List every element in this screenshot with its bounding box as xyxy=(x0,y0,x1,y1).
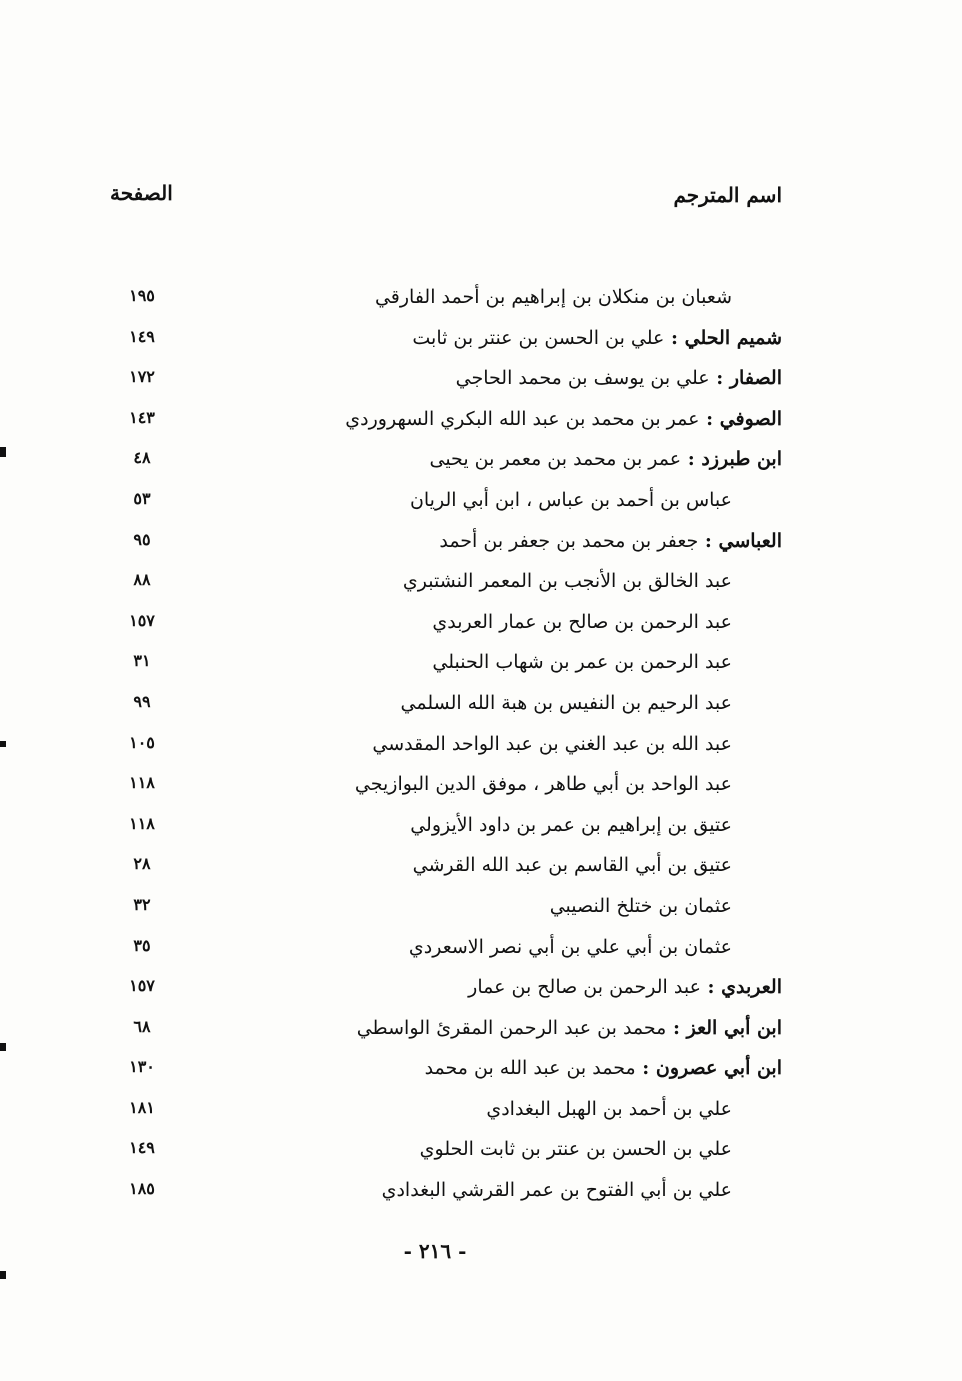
entry-full-name: علي بن الحسن بن عنتر بن ثابت الحلوي xyxy=(419,1138,732,1161)
entry-page-number: ٤٨ xyxy=(133,448,151,468)
index-entry-row xyxy=(0,1011,962,1052)
index-entry-row xyxy=(0,280,962,321)
index-entry-row xyxy=(0,848,962,889)
index-entry-row xyxy=(0,442,962,483)
entry-full-name: عبد الخالق بن الأنجب بن المعمر النشتبري xyxy=(402,570,732,593)
entry-full-name: عبد الرحمن بن عمر بن شهاب الحنبلي xyxy=(432,651,732,674)
entry-name xyxy=(550,895,732,917)
entry-name xyxy=(409,936,732,958)
entry-lead-name: الصفار : xyxy=(709,367,782,390)
index-entry-row xyxy=(0,524,962,565)
entry-full-name: علي بن أبي الفتوح بن عمر القرشي البغدادي xyxy=(381,1179,732,1202)
index-entry-row xyxy=(0,402,962,443)
index-entry-row xyxy=(0,1092,962,1133)
entry-page-number: ١٥٧ xyxy=(129,610,155,630)
entry-full-name: عباس بن أحمد بن عباس ، ابن أبي الريان xyxy=(409,488,732,511)
entry-full-name: علي بن يوسف بن محمد الحاجي xyxy=(455,367,710,390)
index-entry-row xyxy=(0,361,962,402)
entry-full-name: شعبان بن منكلان بن إبراهيم بن أحمد الفارقي xyxy=(374,286,732,308)
entry-page-number: ١٤٩ xyxy=(129,1138,155,1158)
entry-page-number: ٥٣ xyxy=(133,488,151,508)
scan-edge-mark xyxy=(0,1271,6,1279)
page-number: - ٢١٦ - xyxy=(403,1239,467,1263)
entry-full-name: عبد الرحمن بن صالح بن عمار xyxy=(468,976,701,999)
index-entry-row xyxy=(0,483,962,524)
entry-name xyxy=(468,976,782,998)
entry-page-number: ١٥٧ xyxy=(129,976,155,996)
entry-full-name: عثمان بن ختلخ النصيبي xyxy=(549,894,732,917)
entry-name xyxy=(456,367,782,389)
index-entry-row xyxy=(0,564,962,605)
entry-name xyxy=(345,408,782,430)
entry-name xyxy=(412,327,782,349)
entry-page-number: ٣٥ xyxy=(133,935,151,955)
index-entry-row xyxy=(0,686,962,727)
entry-full-name: محمد بن عبد الله بن محمد xyxy=(424,1057,636,1080)
entry-full-name: علي بن أحمد بن الهبل البغدادي xyxy=(486,1097,732,1120)
entry-name xyxy=(429,448,782,470)
index-entry-row xyxy=(0,970,962,1011)
entry-page-number: ١٣٠ xyxy=(129,1057,155,1077)
entry-name xyxy=(439,530,782,552)
entry-page-number: ٣٢ xyxy=(133,894,151,914)
entry-name xyxy=(432,611,732,633)
entry-full-name: جعفر بن محمد بن جعفر بن أحمد xyxy=(439,529,699,552)
entry-full-name: عمر بن محمد بن معمر بن يحيى xyxy=(429,448,682,471)
entry-name xyxy=(425,1057,782,1079)
index-entry-row xyxy=(0,321,962,362)
entry-full-name: عبد الواحد بن أبي طاهر ، موفق الدين البوازيجي xyxy=(354,773,732,796)
entry-name xyxy=(410,814,732,836)
entry-full-name: علي بن الحسن بن عنتر بن ثابت xyxy=(412,326,665,349)
entry-name xyxy=(357,1017,782,1039)
entry-page-number: ١٤٩ xyxy=(129,326,155,346)
entry-full-name: عتيق بن أبي القاسم بن عبد الله القرشي xyxy=(412,854,732,877)
scan-edge-mark xyxy=(0,741,6,747)
index-entry-row xyxy=(0,889,962,930)
entry-page-number: ١١٨ xyxy=(129,773,155,793)
scan-edge-mark xyxy=(0,1043,6,1051)
column-header-page: الصفحة xyxy=(110,181,173,205)
entry-name xyxy=(413,854,732,876)
entry-page-number: ٦٨ xyxy=(133,1016,151,1036)
entry-name xyxy=(372,733,732,755)
index-entry-row xyxy=(0,808,962,849)
entry-full-name: عبد الرحمن بن صالح بن عمار العربدي xyxy=(432,610,732,633)
entry-page-number: ١٨٥ xyxy=(129,1179,155,1199)
entry-page-number: ٨٨ xyxy=(133,570,151,590)
entry-page-number: ١٠٥ xyxy=(129,732,155,752)
entry-full-name: عثمان بن أبي علي بن أبي نصر الاسعردي xyxy=(408,935,732,958)
entry-name xyxy=(420,1138,732,1160)
index-entry-row xyxy=(0,605,962,646)
entry-name xyxy=(403,570,732,592)
index-entry-row xyxy=(0,727,962,768)
index-entry-row xyxy=(0,767,962,808)
index-entry-row xyxy=(0,645,962,686)
index-entry-row xyxy=(0,930,962,971)
index-entries-list xyxy=(0,280,962,1214)
entry-name xyxy=(432,651,732,673)
entry-full-name: محمد بن عبد الرحمن المقرئ الواسطي xyxy=(356,1016,667,1039)
entry-full-name: عبد الله بن عبد الغني بن عبد الواحد المقدسي xyxy=(372,732,732,755)
entry-lead-name: شميم الحلي : xyxy=(664,326,782,349)
entry-lead-name: ابن طبرزد : xyxy=(681,448,782,471)
index-entry-row xyxy=(0,1051,962,1092)
entry-page-number: ٢٨ xyxy=(133,854,151,874)
entry-page-number: ١٨١ xyxy=(129,1097,155,1117)
entry-name xyxy=(410,489,732,511)
entry-name xyxy=(375,286,732,308)
entry-name xyxy=(382,1179,732,1201)
column-header-name: اسم المترجم xyxy=(673,183,782,207)
entry-name xyxy=(486,1098,732,1120)
entry-lead-name: ابن أبي العز : xyxy=(666,1016,782,1039)
entry-name xyxy=(355,773,732,795)
entry-lead-name: العباسي : xyxy=(698,529,782,552)
entry-page-number: ٩٥ xyxy=(133,529,151,549)
index-entry-row xyxy=(0,1173,962,1214)
entry-lead-name: ابن أبي عصرون : xyxy=(635,1057,782,1080)
entry-page-number: ١٧٢ xyxy=(129,367,155,387)
index-entry-row xyxy=(0,1132,962,1173)
scan-edge-mark xyxy=(0,447,6,457)
entry-name xyxy=(401,692,732,714)
entry-page-number: ١٩٥ xyxy=(129,286,155,305)
entry-full-name: عتيق بن إبراهيم بن عمر بن داود الأيزولي xyxy=(410,813,732,836)
entry-page-number: ١١٨ xyxy=(129,813,155,833)
entry-page-number: ١٤٣ xyxy=(129,407,155,427)
entry-lead-name: الصوفي : xyxy=(699,407,782,430)
entry-full-name: عمر بن محمد بن عبد الله البكري السهروردي xyxy=(345,407,700,430)
entry-page-number: ٩٩ xyxy=(133,691,151,711)
entry-page-number: ٣١ xyxy=(133,651,151,671)
entry-lead-name: العربدي : xyxy=(700,976,782,999)
entry-full-name: عبد الرحيم بن النفيس بن هبة الله السلمي xyxy=(400,691,732,714)
